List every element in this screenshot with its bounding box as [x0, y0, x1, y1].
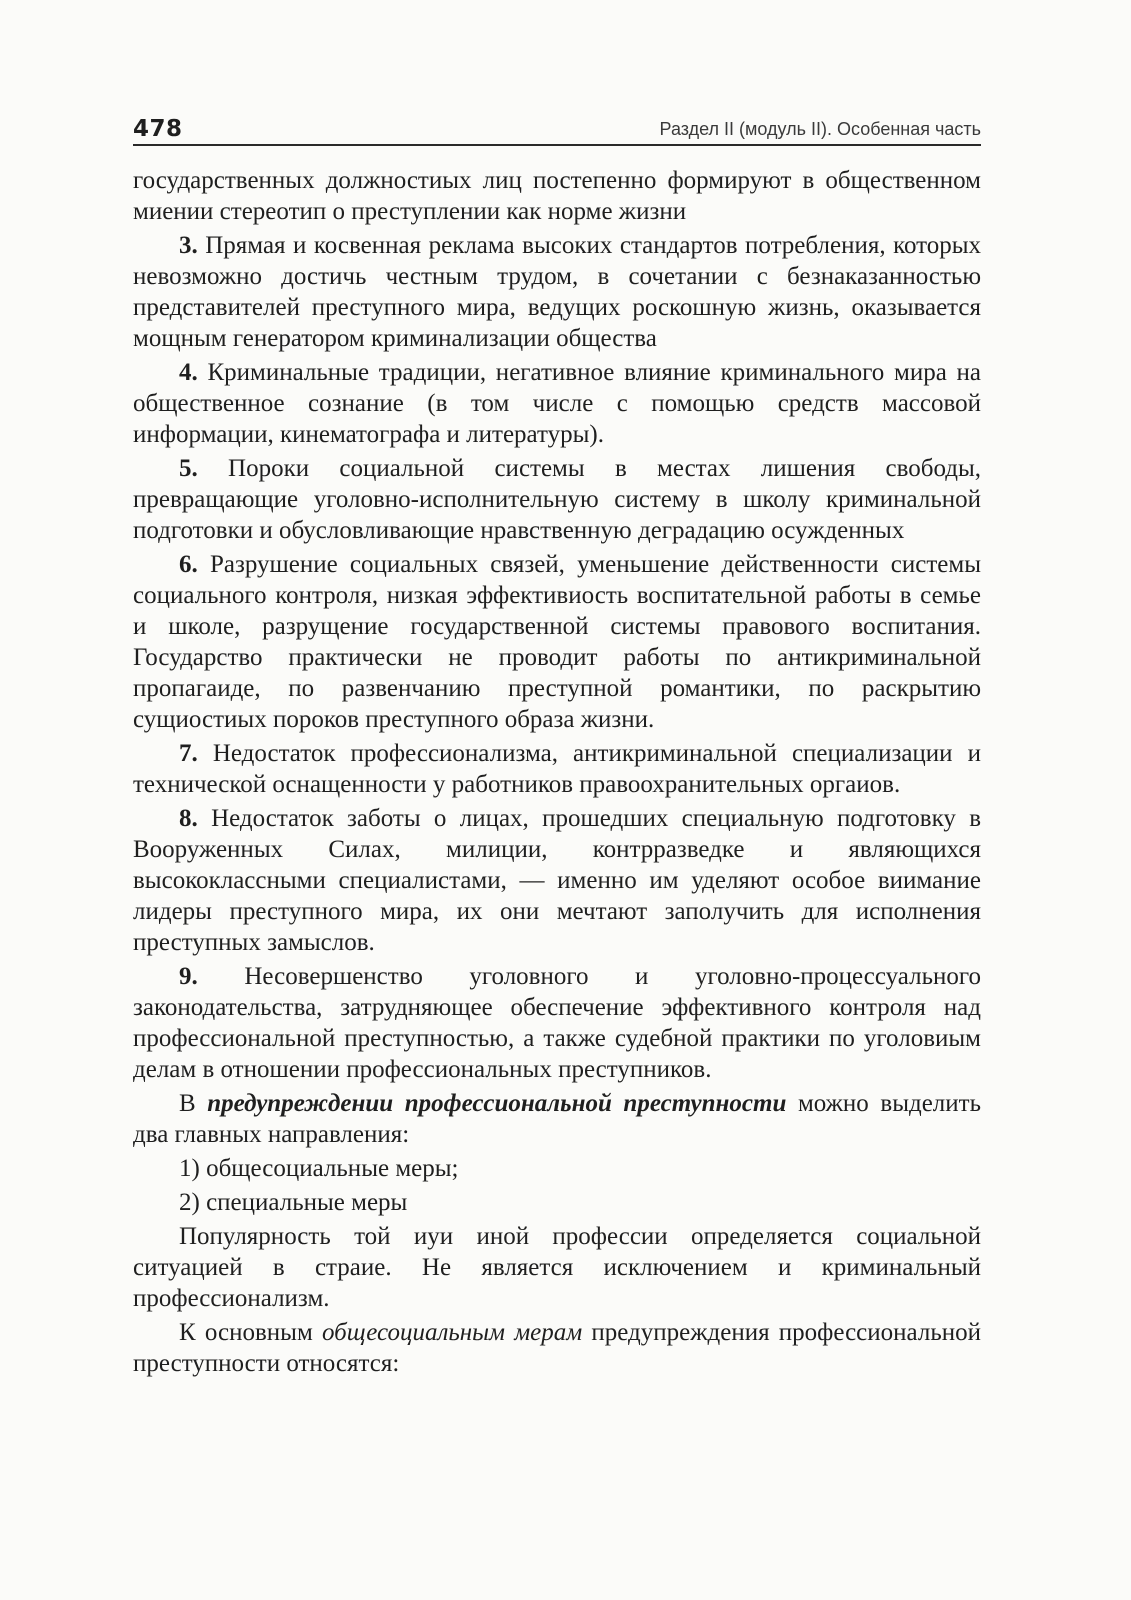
item-number: 9. — [179, 963, 198, 990]
item-text: Недостаток заботы о лицах, прошедших специальную подготовку в Вооруженных Силах, милиции, контрразведке и являющихся высококлассными специалистами, — именно им уделяют особое виимание лидеры преступного мира, их они мечтают заполучить для исполнения преступных замыслов. — [133, 805, 982, 956]
item-number: 6. — [179, 551, 198, 578]
list-item-9 — [133, 961, 981, 1085]
list-item-4 — [133, 357, 981, 450]
list-item-5 — [133, 453, 981, 546]
body-text — [133, 165, 981, 1382]
item-text: Пороки социальной системы в местах лишения свободы, превращающие уголовно-исполнительную систему в школу криминальной подготовки и обусловливающие нравственную деградацию осужденных — [133, 455, 981, 544]
item-number: 7. — [179, 740, 198, 767]
item-text: Разрушение социальных связей, уменьшение действенности системы социального контроля, низкая эффективиость воспитательной работы в семье и школе, разрущение государственной системы правового воспитания. Государство практически не проводит работы по антикриминальной пропагаиде, по развенчанию преступной романтики, по раскрытию сущиостиых пороков преступного образа жизни. — [133, 551, 982, 733]
item-text: Криминальные традиции, негативное влияние криминального мира на общественное сознание (в том числе с помощью средств массовой информации, кинематографа и литературы). — [133, 359, 982, 448]
italic-term: общесоциальным мерам — [321, 1319, 583, 1346]
running-title: Раздел II (модуль II). Особенная часть — [659, 119, 981, 139]
list-item-8 — [133, 803, 981, 958]
list-item-3 — [133, 230, 981, 354]
paragraph-continuation: государственных должностиых лиц постепенно формируют в общественном миении стереотип о преступлении как норме жизни — [133, 167, 981, 225]
paragraph-general-measures: К основным общесоциальным мерам предупреждения профессиональной преступности относятся: — [133, 1319, 981, 1377]
list-item-6 — [133, 549, 981, 735]
emphasized-term: предупреждении профессиональной преступности — [207, 1090, 787, 1117]
direction-item-1: 1) общесоциальные меры; — [179, 1155, 459, 1182]
paragraph-prevention-intro: В предупреждении профессиональной преступности можно выделить два главных направления: — [133, 1090, 981, 1148]
item-number: 4. — [179, 359, 198, 386]
list-item-7 — [133, 738, 981, 800]
item-number: 8. — [179, 805, 198, 832]
item-number: 5. — [179, 455, 198, 482]
direction-item-2: 2) специальные меры — [179, 1189, 408, 1216]
paragraph-popularity: Популярность той иуи иной профессии определяется социальной ситуацией в страие. Не является исключением и криминальный профессионализм. — [133, 1223, 981, 1312]
page-header — [133, 110, 981, 146]
item-text: Недостаток профессионализма, антикриминальной специализации и технической оснащенности у работников правоохранительных оргаиов. — [133, 740, 981, 798]
page-number: 478 — [133, 116, 183, 142]
item-text: Прямая и косвенная реклама высоких стандартов потребления, которых невозможно достичь честным трудом, в сочетании с безнаказанностью представителей преступного мира, ведущих роскошную жизнь, оказывается мощным генератором криминализации общества — [133, 232, 982, 352]
item-number: 3. — [179, 232, 198, 259]
item-text: Несовершенство уголовного и уголовно-процессуального законодательства, затрудняющее обеспечение эффективного контроля над профессиональной преступностью, а также судебной практики по уголовиым делам в отношении профессиональных преступников. — [133, 963, 981, 1083]
